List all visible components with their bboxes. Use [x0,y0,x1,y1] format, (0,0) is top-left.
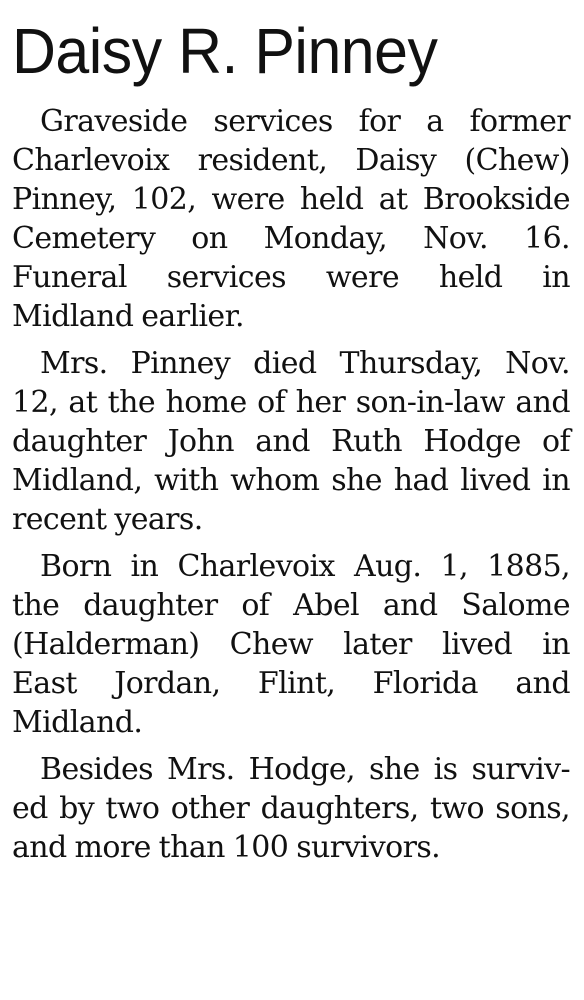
text-line: Cemetery on Monday, Nov. 16. [12,221,570,256]
text-line: Born in Charlevoix Aug. 1, 1885, [40,549,570,584]
text-line: and more than 100 survivors. [12,830,441,865]
text-line: the daughter of Abel and Salome [12,588,570,623]
text-line: Midland. [12,705,143,740]
text-line: Mrs. Pinney died Thursday, Nov. [40,346,570,381]
paragraph-birth [12,547,570,742]
text-line: ed by two other daughters, two sons, [12,791,570,826]
headline: Daisy R. Pinney [12,15,438,87]
paragraph-death [12,344,570,539]
text-line: Midland earlier. [12,299,244,334]
text-line: Funeral services were held in [12,260,570,295]
text-line: Besides Mrs. Hodge, she is surviv- [40,752,570,787]
text-line: Charlevoix resident, Daisy (Chew) [12,143,570,178]
text-line: Graveside services for a former [40,104,570,139]
paragraph-services [12,102,570,336]
text-line: daughter John and Ruth Hodge of [12,424,570,459]
text-line: Pinney, 102, were held at Brookside [12,182,570,217]
text-line: East Jordan, Flint, Florida and [12,666,570,701]
text-line: (Halderman) Chew later lived in [12,627,570,662]
text-line: 12, at the home of her son-in-law and [12,385,570,420]
paragraph-survivors [12,750,570,867]
text-line: recent years. [12,502,203,537]
text-line: Midland, with whom she had lived in [12,463,570,498]
